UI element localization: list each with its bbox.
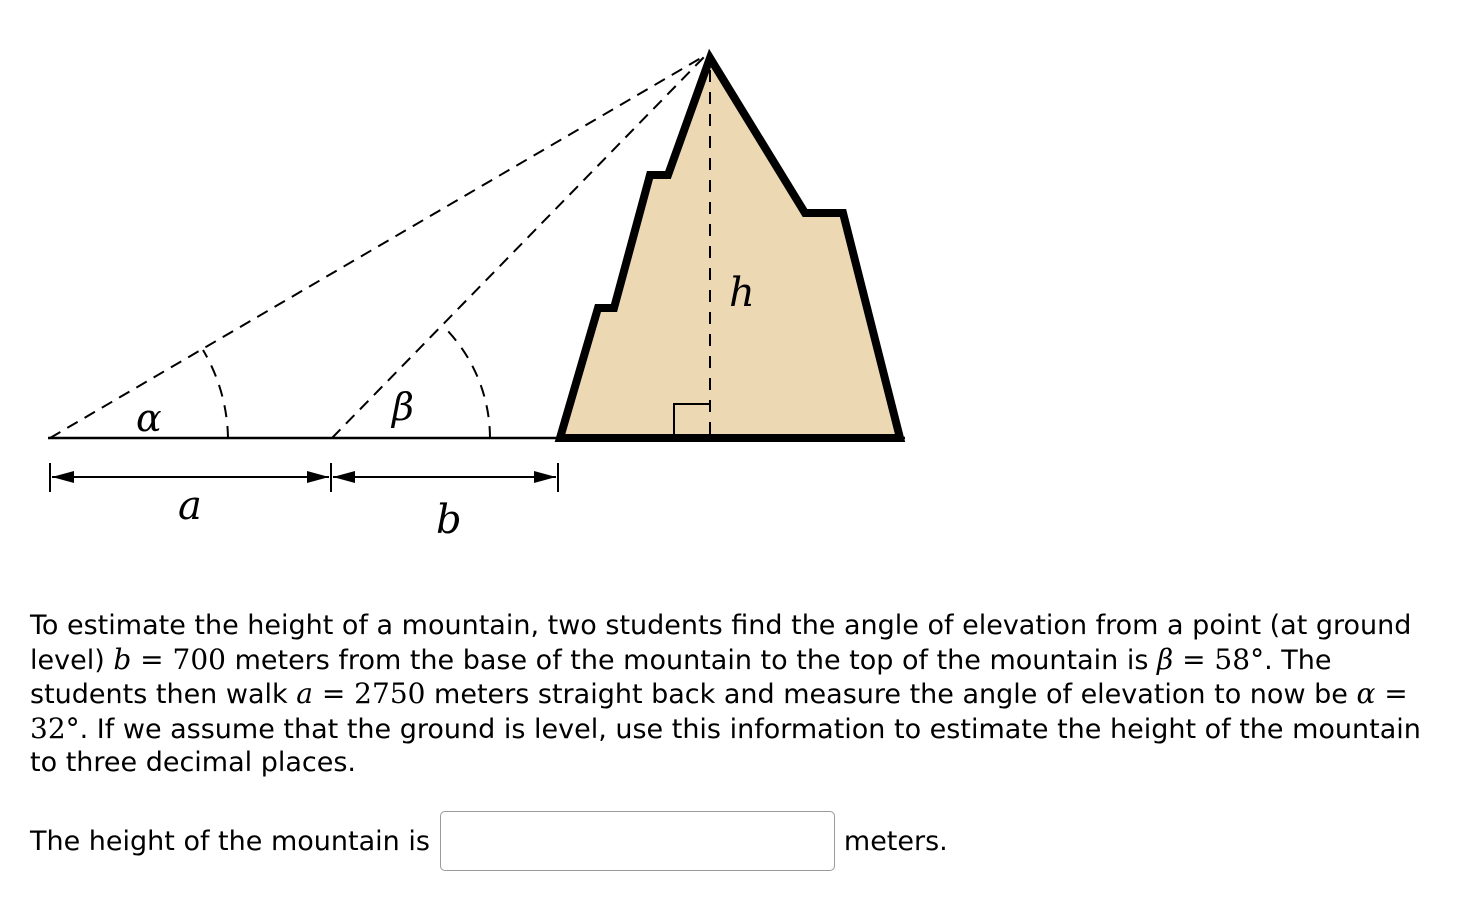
var-beta: β xyxy=(1156,642,1174,676)
answer-suffix: meters. xyxy=(843,825,948,857)
problem-text-3: . The students then walk xyxy=(30,644,1332,710)
problem-text-4: meters straight back and measure the angle of elevation to now be xyxy=(425,679,1357,710)
dimension-b xyxy=(331,463,558,492)
answer-row xyxy=(30,810,948,872)
angle-arc-beta xyxy=(442,325,490,438)
eq-alpha-value: = 32° xyxy=(30,677,1408,745)
var-b: b xyxy=(113,642,132,676)
var-alpha: α xyxy=(1356,677,1376,710)
angle-arc-alpha xyxy=(203,350,228,438)
label-a: a xyxy=(178,483,202,529)
answer-prefix: The height of the mountain is xyxy=(30,825,430,857)
eq-a-value: = 2750 xyxy=(312,677,426,710)
label-beta: β xyxy=(392,385,414,429)
problem-text-5: . If we assume that the ground is level, use this information to estimate the height of the mountain to three decimal places. xyxy=(30,713,1421,778)
var-a: a xyxy=(296,677,313,710)
eq-b-value: = 700 xyxy=(131,642,226,676)
label-alpha: α xyxy=(136,396,162,440)
height-answer-input[interactable] xyxy=(440,811,835,871)
eq-beta-value: = 58° xyxy=(1173,642,1265,676)
mountain-shape xyxy=(560,58,900,438)
problem-statement xyxy=(30,609,1450,780)
problem-text-2: meters from the base of the mountain to the top of the mountain is xyxy=(225,644,1157,676)
label-b: b xyxy=(436,497,462,543)
label-h: h xyxy=(729,270,755,316)
problem-text-1: To estimate the height of a mountain, two students find the angle of elevation from a point (at ground level) xyxy=(30,610,1412,676)
